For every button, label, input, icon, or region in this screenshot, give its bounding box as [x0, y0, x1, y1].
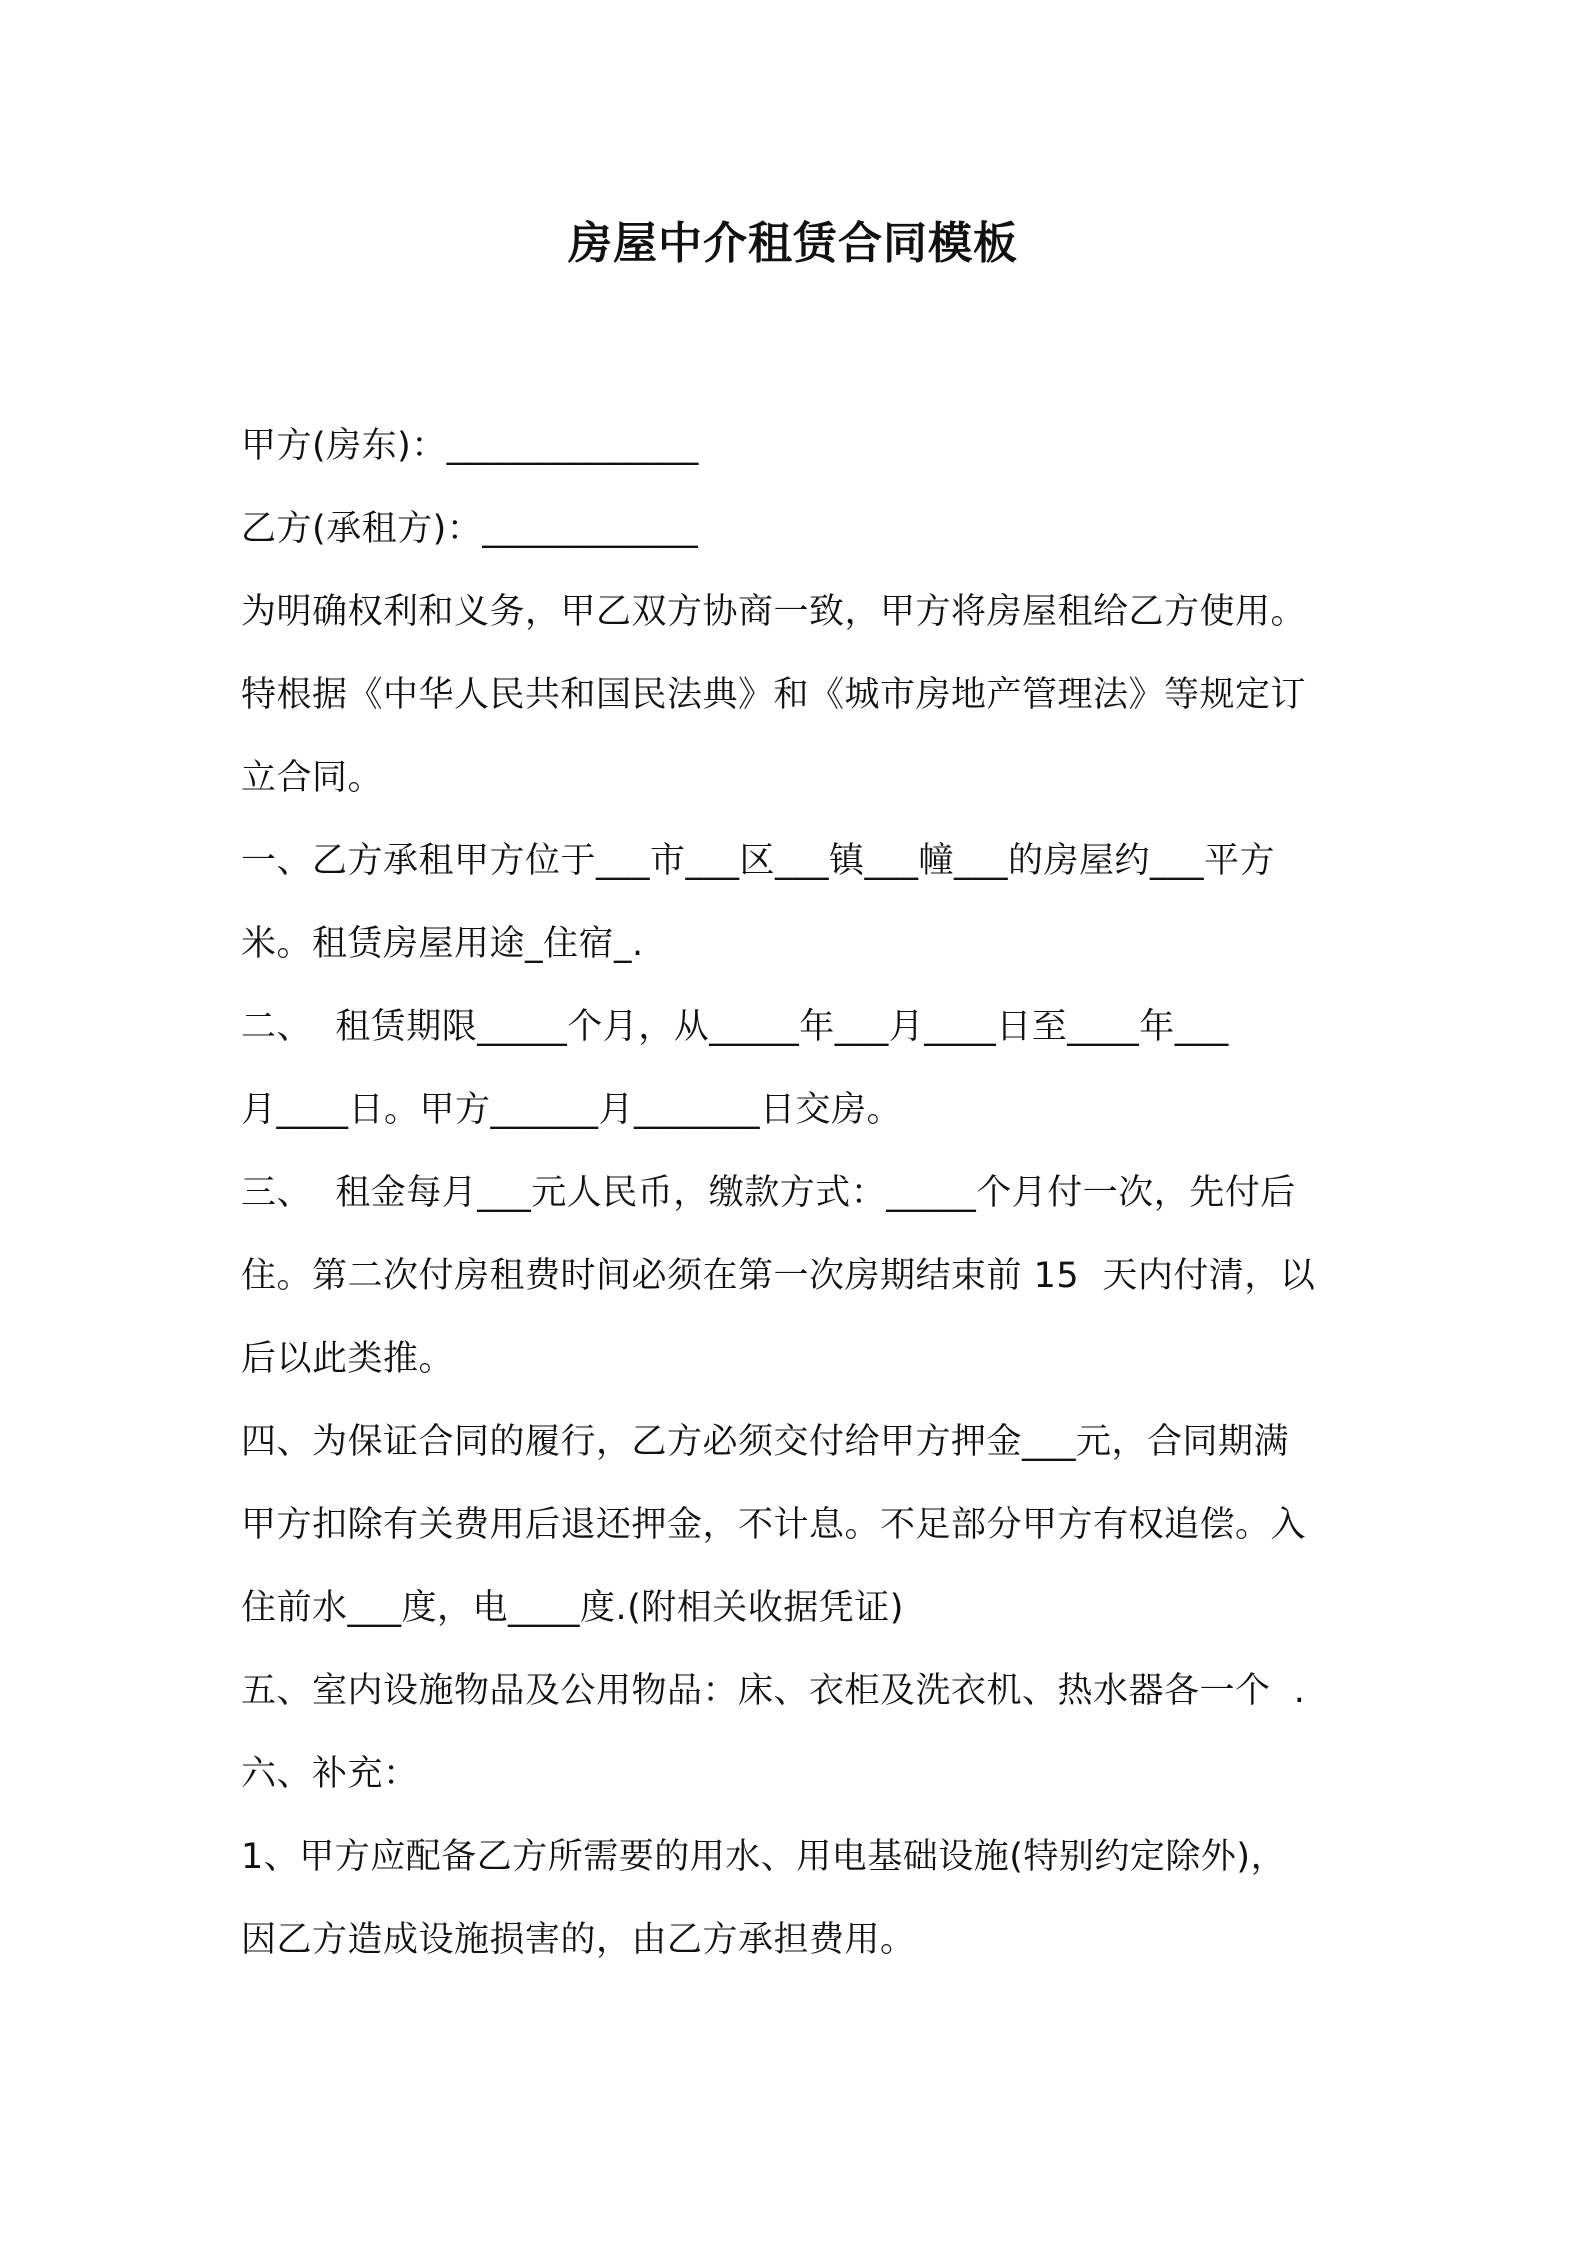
clause-3-line: 后以此类推。 [241, 1339, 455, 1379]
clause-4-line: 甲方扣除有关费用后退还押金，不计息。不足部分甲方有权追偿。入 [241, 1505, 1307, 1545]
clause-2-line: 月____日。甲方______月_______日交房。 [241, 1090, 903, 1130]
clause-6-heading: 六、补充： [241, 1754, 419, 1794]
clause-3-line: 三、 租金每月___元人民币，缴款方式：_____个月付一次，先付后 [241, 1173, 1296, 1213]
clause-5-line: 五、室内设施物品及公用物品：床、衣柜及洗衣机、热水器各一个 . [241, 1671, 1306, 1711]
clause-4-line: 住前水___度，电____度.(附相关收据凭证) [241, 1588, 904, 1628]
supplement-1-line: 1、甲方应配备乙方所需要的用水、用电基础设施(特别约定除外)， [241, 1837, 1287, 1877]
tenant-line: 乙方(承租方)：____________ [241, 509, 699, 549]
document-body [241, 405, 1361, 1982]
clause-4-line: 四、为保证合同的履行，乙方必须交付给甲方押金___元，合同期满 [241, 1422, 1290, 1462]
supplement-1-line: 因乙方造成设施损害的，由乙方承担费用。 [241, 1920, 916, 1960]
preamble-line: 特根据《中华人民共和国民法典》和《城市房地产管理法》等规定订 [241, 675, 1307, 715]
landlord-line: 甲方(房东)：______________ [241, 426, 699, 466]
clause-1-line: 一、乙方承租甲方位于___市___区___镇___幢___的房屋约___平方 [241, 841, 1276, 881]
preamble-line: 为明确权利和义务，甲乙双方协商一致，甲方将房屋租给乙方使用。 [241, 592, 1307, 632]
clause-1-line: 米。租赁房屋用途_住宿_. [241, 924, 644, 964]
document-title: 房屋中介租赁合同模板 [568, 218, 1018, 269]
clause-3-line: 住。第二次付房租费时间必须在第一次房期结束前 15 天内付清，以 [241, 1256, 1316, 1296]
clause-2-line: 二、 租赁期限_____个月，从_____年___月____日至____年___ [241, 1007, 1229, 1047]
preamble-line: 立合同。 [241, 758, 384, 798]
